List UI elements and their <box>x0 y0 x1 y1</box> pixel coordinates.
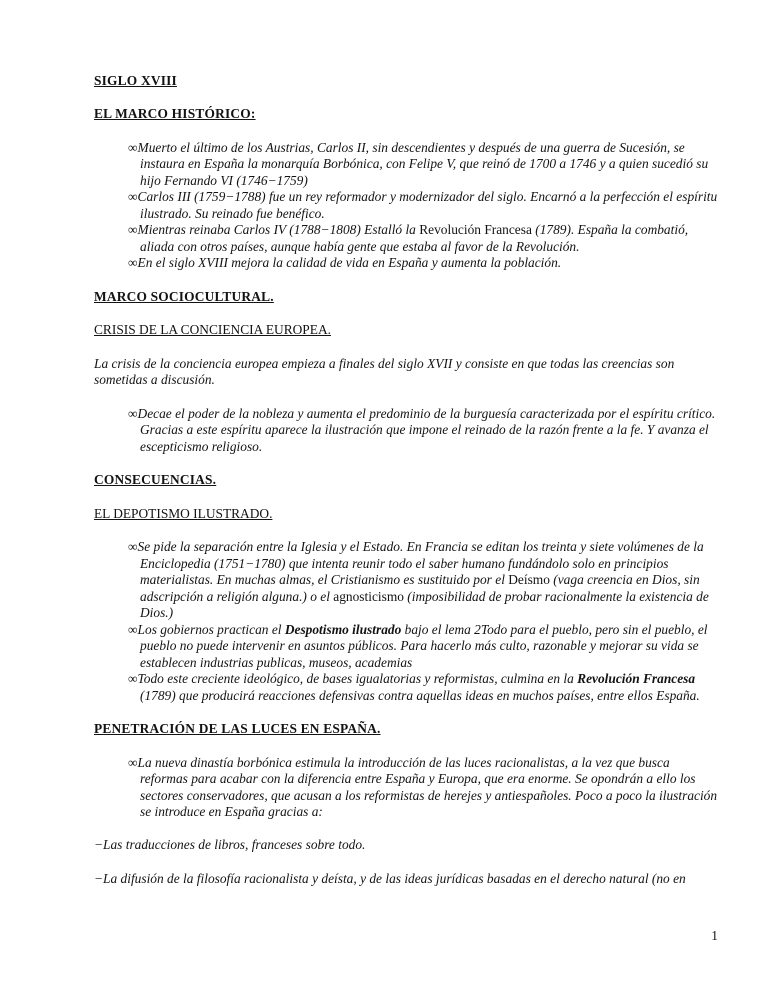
text-segment: Revolución Francesa <box>577 671 696 687</box>
bullet-list <box>94 755 718 821</box>
text-segment: La crisis de la conciencia europea empieza a finales del siglo XVII y consiste en que todas las creencias son sometidas a discusión. <box>94 355 675 388</box>
section-subheading: CRISIS DE LA CONCIENCIA EUROPEA. <box>94 322 331 338</box>
infinity-bullet-icon: ∞ <box>128 139 138 155</box>
text-segment: Se pide la separación entre la Iglesia y el Estado. En Francia se editan los treinta y siete volúmenes de la Enciclopedia (1751−1780) que intenta reunir todo el saber humano fundándolo solo en principios materialistas. En muchas almas, el Cristianismo es sustituido por el <box>137 539 704 588</box>
bullet-item <box>128 222 718 255</box>
infinity-bullet-icon: ∞ <box>128 222 138 238</box>
section-heading: PENETRACIÓN DE LAS LUCES EN ESPAÑA. <box>94 721 381 737</box>
text-segment: La nueva dinastía borbónica estimula la introducción de las luces racionalistas, a la vez que busca reformas para acabar con la diferencia entre España y Europa, que era enorme. Se opondrán a ello los sectores conservadores, que acusan a los reformistas de herejes y antiespañoles. Poco a poco la ilustración se introduce en España gracias a: <box>137 754 718 819</box>
text-segment: agnosticismo <box>333 588 404 604</box>
section-heading: CONSECUENCIAS. <box>94 472 217 488</box>
text-segment: Todo este creciente ideológico, de bases igualatorias y reformistas, culmina en la <box>137 671 578 687</box>
section-heading: EL MARCO HISTÓRICO: <box>94 106 256 122</box>
infinity-bullet-icon: ∞ <box>128 255 138 271</box>
text-segment: (imposibilidad de probar racionalmente la existencia de Dios.) <box>140 588 709 621</box>
section-heading: MARCO SOCIOCULTURAL. <box>94 288 274 304</box>
text-segment: Mientras reinaba Carlos IV (1788−1808) Estalló la <box>137 222 420 238</box>
text-segment: (1789) que producirá reacciones defensivas contra aquellas ideas en muchos países, entre ellos España. <box>140 687 700 703</box>
infinity-bullet-icon: ∞ <box>128 189 138 205</box>
text-segment: Despotismo ilustrado <box>284 621 402 637</box>
bullet-item <box>128 539 718 621</box>
bullet-item <box>128 671 718 704</box>
section-subheading: EL DEPOTISMO ILUSTRADO. <box>94 505 273 521</box>
infinity-bullet-icon: ∞ <box>128 754 138 770</box>
paragraph <box>94 356 718 389</box>
bullet-item <box>128 189 718 222</box>
document-content <box>94 73 718 904</box>
text-segment: (1789). España la combatió, aliada con otros países, aunque había gente que estaba al favor de la Revolución. <box>140 222 689 254</box>
section-heading: SIGLO XVIII <box>94 73 177 88</box>
bullet-item <box>128 406 718 455</box>
bullet-list <box>94 406 718 455</box>
bullet-item <box>128 755 718 821</box>
bullet-list <box>94 539 718 704</box>
infinity-bullet-icon: ∞ <box>128 539 138 555</box>
text-segment: Deísmo <box>508 572 550 588</box>
infinity-bullet-icon: ∞ <box>128 621 138 637</box>
infinity-bullet-icon: ∞ <box>128 405 138 421</box>
text-segment: En el siglo XVIII mejora la calidad de vida en España y aumenta la población. <box>137 255 562 271</box>
text-segment: Decae el poder de la nobleza y aumenta el predominio de la burguesía caracterizada por el espíritu crítico. Gracias a este espíritu aparece la ilustración que impone el reinado de la razón frente a la fe. Y avanza el escepticismo religioso. <box>137 405 716 454</box>
text-segment: −Las traducciones de libros, franceses sobre todo. <box>94 837 366 853</box>
paragraph <box>94 871 718 887</box>
text-segment: Muerto el último de los Austrias, Carlos II, sin descendientes y después de una guerra de Sucesión, se instaura en España la monarquía Borbónica, con Felipe V, que reinó de 1700 a 1746 y a quien sucedió su hijo Fernando VI (1746−1759) <box>137 139 709 188</box>
text-segment: −La difusión de la filosofía racionalista y deísta, y de las ideas jurídicas basadas en el derecho natural (no en <box>94 870 686 886</box>
bullet-item <box>128 622 718 671</box>
bullet-list <box>94 140 718 272</box>
text-segment: Los gobiernos practican el <box>137 621 285 637</box>
text-segment: bajo el lema 2Todo para el pueblo, pero sin el pueblo, el pueblo no puede intervenir en asuntos públicos. Para hacerlo más culto, razonable y mejorar su vida se establecen industrias publicas, museos, academias <box>140 621 708 670</box>
text-segment: (vaga creencia en Dios, sin adscripción a religión alguna.) o el <box>140 572 700 604</box>
page-number: 1 <box>711 928 718 943</box>
bullet-item <box>128 255 718 271</box>
paragraph <box>94 837 718 853</box>
infinity-bullet-icon: ∞ <box>128 671 138 687</box>
text-segment: Carlos III (1759−1788) fue un rey reformador y modernizador del siglo. Encarnó a la perfección el espíritu ilustrado. Su reinado fue benéfico. <box>137 189 718 221</box>
text-segment: Revolución Francesa <box>419 222 532 238</box>
bullet-item <box>128 140 718 189</box>
